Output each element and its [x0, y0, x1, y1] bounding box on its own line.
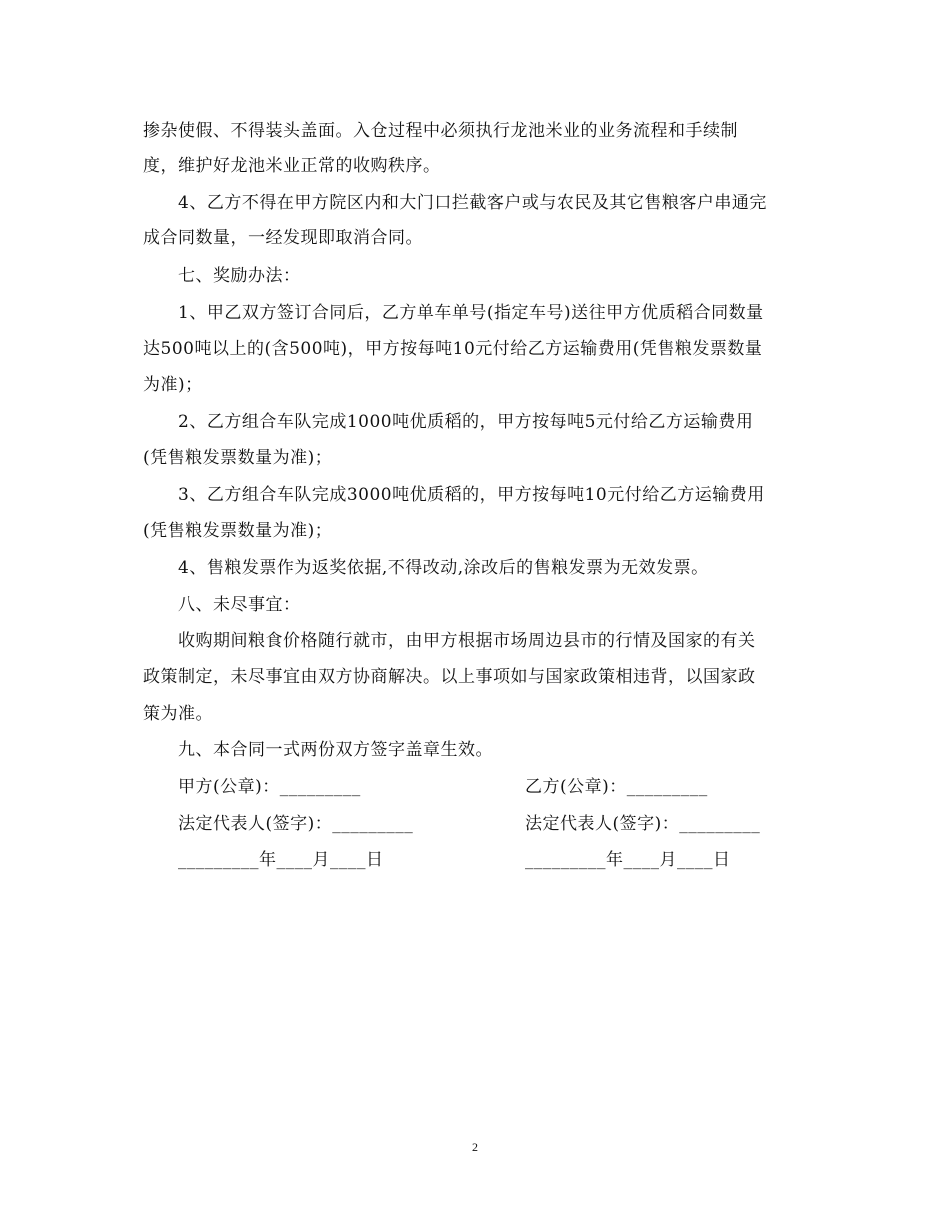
party-a-representative-line: 法定代表人(签字)：_________ [178, 814, 414, 834]
party-a-date-line: _________年____月____日 [178, 850, 384, 870]
party-b-seal-line: 乙方(公章)：_________ [525, 777, 708, 797]
body-text-line: 九、本合同一式两份双方签字盖章生效。 [178, 740, 493, 760]
body-text-line: 2、乙方组合车队完成1000吨优质稻的，甲方按每吨5元付给乙方运输费用 [178, 412, 754, 432]
body-text-line: 成合同数量，一经发现即取消合同。 [143, 228, 423, 248]
party-b-representative-line: 法定代表人(签字)：_________ [525, 814, 761, 834]
body-text-line: 4、售粮发票作为返奖依据,不得改动,涂改后的售粮发票为无效发票。 [178, 558, 709, 578]
body-text-line: 为准)； [143, 375, 203, 395]
body-text-line: 度，维护好龙池米业正常的收购秩序。 [143, 156, 441, 176]
body-text-line: 策为准。 [143, 704, 213, 724]
body-text-line: (凭售粮发票数量为准)； [143, 448, 333, 468]
body-text-line: 达500吨以上的(含500吨)，甲方按每吨10元付给乙方运输费用(凭售粮发票数量 [143, 339, 763, 359]
section-heading: 七、奖励办法： [178, 266, 301, 286]
party-b-date-line: _________年____月____日 [525, 850, 731, 870]
body-text-line: 1、甲乙双方签订合同后，乙方单车单号(指定车号)送往甲方优质稻合同数量 [178, 303, 764, 323]
body-text-line: 4、乙方不得在甲方院区内和大门口拦截客户或与农民及其它售粮客户串通完 [178, 193, 767, 213]
body-text-line: 3、乙方组合车队完成3000吨优质稻的，甲方按每吨10元付给乙方运输费用 [178, 485, 765, 505]
page-number: 2 [472, 1140, 478, 1154]
body-text-line: 政策制定，未尽事宜由双方协商解决。以上事项如与国家政策相违背，以国家政 [143, 667, 756, 687]
party-a-seal-line: 甲方(公章)：_________ [178, 777, 361, 797]
section-heading: 八、未尽事宜： [178, 595, 301, 615]
body-text-line: (凭售粮发票数量为准)； [143, 521, 333, 541]
body-text-line: 收购期间粮食价格随行就市，由甲方根据市场周边县市的行情及国家的有关 [178, 631, 756, 651]
body-text-line: 掺杂使假、不得装头盖面。入仓过程中必须执行龙池米业的业务流程和手续制 [143, 121, 738, 141]
